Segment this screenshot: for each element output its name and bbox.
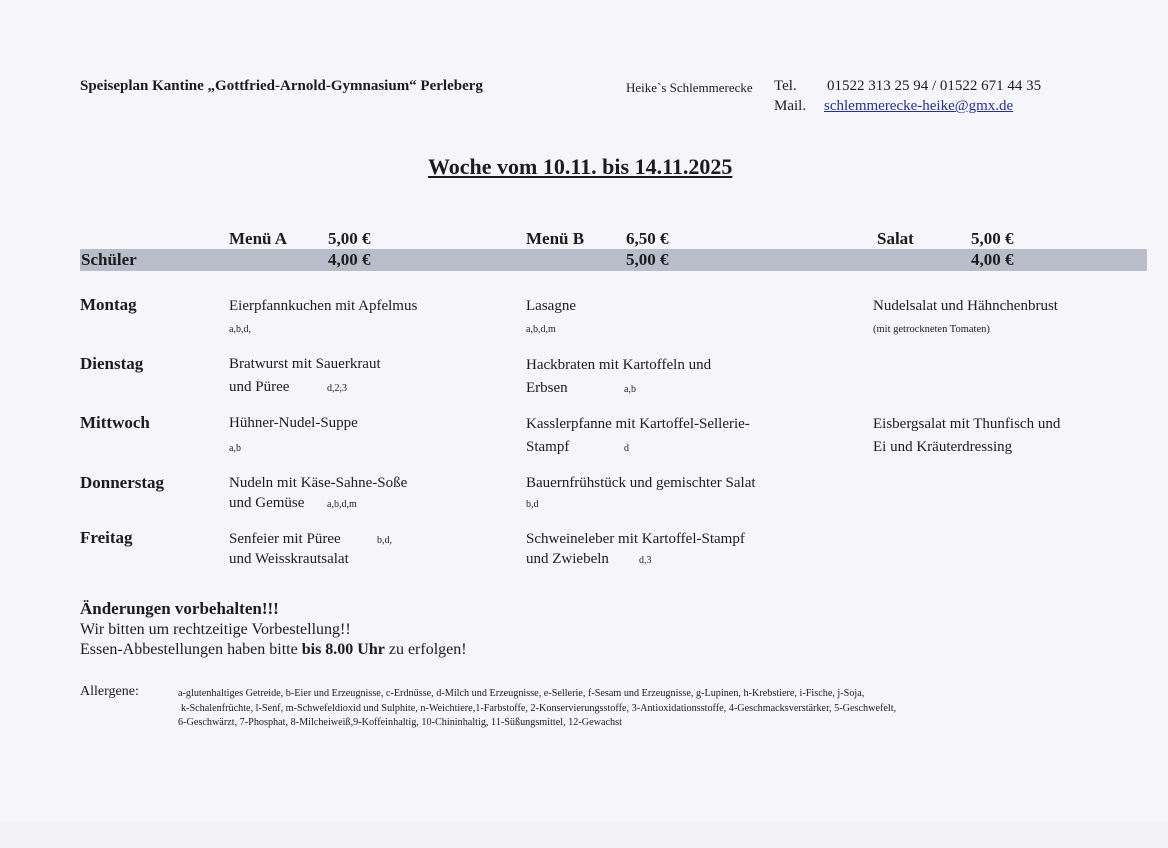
allergens-line-3: 6-Geschwärzt, 7-Phosphat, 8-Milcheiweiß,9-Koffeinhaltig, 10-Chininhaltig, 11-Süßungsmittel, 12-Gewachst — [178, 717, 622, 728]
day-thursday: Donnerstag — [80, 473, 165, 492]
menu-b-student-price: 5,00 € — [626, 250, 669, 269]
thursday-menu-a-line2: und Gemüse — [229, 495, 305, 511]
monday-salad-note: (mit getrockneten Tomaten) — [873, 324, 990, 335]
allergens-label: Allergene: — [80, 684, 139, 699]
monday-menu-b-allergens: a,b,d,m — [526, 324, 556, 335]
friday-menu-b: Schweineleber mit Kartoffel-Stampf — [526, 531, 745, 547]
cancel-deadline: bis 8.00 Uhr — [301, 641, 385, 658]
monday-salad: Nudelsalat und Hähnchenbrust — [873, 298, 1058, 314]
tuesday-menu-a: Bratwurst mit Sauerkraut — [229, 356, 381, 372]
menu-b-label: Menü B — [526, 229, 585, 248]
canteen-title: Speiseplan Kantine „Gottfried-Arnold-Gymnasium“ Perleberg — [80, 78, 483, 94]
day-monday: Montag — [80, 295, 137, 314]
wednesday-salad: Eisbergsalat mit Thunfisch und — [873, 416, 1061, 432]
day-wednesday: Mittwoch — [80, 413, 150, 432]
mail-link[interactable]: schlemmerecke-heike@gmx.de — [824, 98, 1014, 114]
tel-number: 01522 313 25 94 / 01522 671 44 35 — [827, 78, 1042, 94]
thursday-menu-b-allergens: b,d — [526, 499, 539, 510]
salad-label: Salat — [877, 229, 914, 248]
wednesday-menu-b-allergens: d — [624, 443, 629, 454]
friday-menu-b-allergens: d,3 — [639, 555, 652, 566]
wednesday-menu-b-line2: Stampf — [526, 439, 570, 455]
thursday-menu-a: Nudeln mit Käse-Sahne-Soße — [229, 475, 408, 491]
cancel-note-end: zu erfolgen! — [384, 641, 467, 658]
monday-menu-a-allergens: a,b,d, — [229, 324, 251, 335]
tuesday-menu-a-allergens: d,2,3 — [327, 383, 347, 394]
wednesday-menu-a: Hühner-Nudel-Suppe — [229, 415, 358, 431]
salad-price: 5,00 € — [971, 229, 1014, 248]
wednesday-menu-a-allergens: a,b — [229, 443, 241, 454]
friday-menu-a: Senfeier mit Püree — [229, 531, 341, 547]
allergens-line-1: a-glutenhaltiges Getreide, b-Eier und Erzeugnisse, c-Erdnüsse, d-Milch und Erzeugnisse, e-Sellerie, f-Sesam und Erzeugnisse, g-Lupinen, h-Krebstiere, i-Fische, j-Soja, — [178, 688, 865, 699]
menu-a-student-price: 4,00 € — [328, 250, 371, 269]
week-title: Woche vom 10.11. bis 14.11.2025 — [428, 154, 733, 179]
mail-label: Mail. — [774, 98, 807, 114]
tuesday-menu-b: Hackbraten mit Kartoffeln und — [526, 357, 712, 373]
monday-menu-b: Lasagne — [526, 298, 576, 314]
menu-a-price: 5,00 € — [328, 229, 371, 248]
tuesday-menu-b-line2: Erbsen — [526, 380, 568, 396]
friday-menu-a-allergens: b,d, — [377, 535, 392, 546]
monday-menu-a: Eierpfannkuchen mit Apfelmus — [229, 298, 418, 314]
preorder-note: Wir bitten um rechtzeitige Vorbestellung!! — [80, 621, 351, 638]
friday-menu-b-line2: und Zwiebeln — [526, 551, 609, 567]
cancel-note-text: Essen-Abbestellungen haben bitte — [80, 641, 302, 658]
tel-label: Tel. — [774, 78, 797, 94]
tuesday-menu-a-line2: und Püree — [229, 379, 290, 395]
friday-menu-a-line2: und Weisskrautsalat — [229, 551, 349, 567]
menu-b-price: 6,50 € — [626, 229, 669, 248]
tuesday-menu-b-allergens: a,b — [624, 384, 636, 395]
cancel-note — [80, 641, 467, 659]
day-friday: Freitag — [80, 528, 133, 547]
day-tuesday: Dienstag — [80, 354, 144, 373]
student-label: Schüler — [81, 250, 137, 269]
thursday-menu-a-allergens: a,b,d,m — [327, 499, 357, 510]
menu-a-label: Menü A — [229, 229, 288, 248]
changes-note: Änderungen vorbehalten!!! — [80, 599, 279, 618]
allergens-line-2: k-Schalenfrüchte, l-Senf, m-Schwefeldioxid und Sulphite, n-Weichtiere,1-Farbstoffe, 2-Konservierungsstoffe, 3-Antioxidationsstoffe, 4-Geschmacksverstärker, 5-Geschwefelt, — [181, 703, 897, 714]
thursday-menu-b: Bauernfrühstück und gemischter Salat — [526, 475, 756, 491]
wednesday-salad-line2: Ei und Kräuterdressing — [873, 439, 1013, 455]
wednesday-menu-b: Kasslerpfanne mit Kartoffel-Sellerie- — [526, 416, 750, 432]
shop-name: Heike`s Schlemmerecke — [626, 80, 753, 95]
salad-student-price: 4,00 € — [971, 250, 1014, 269]
